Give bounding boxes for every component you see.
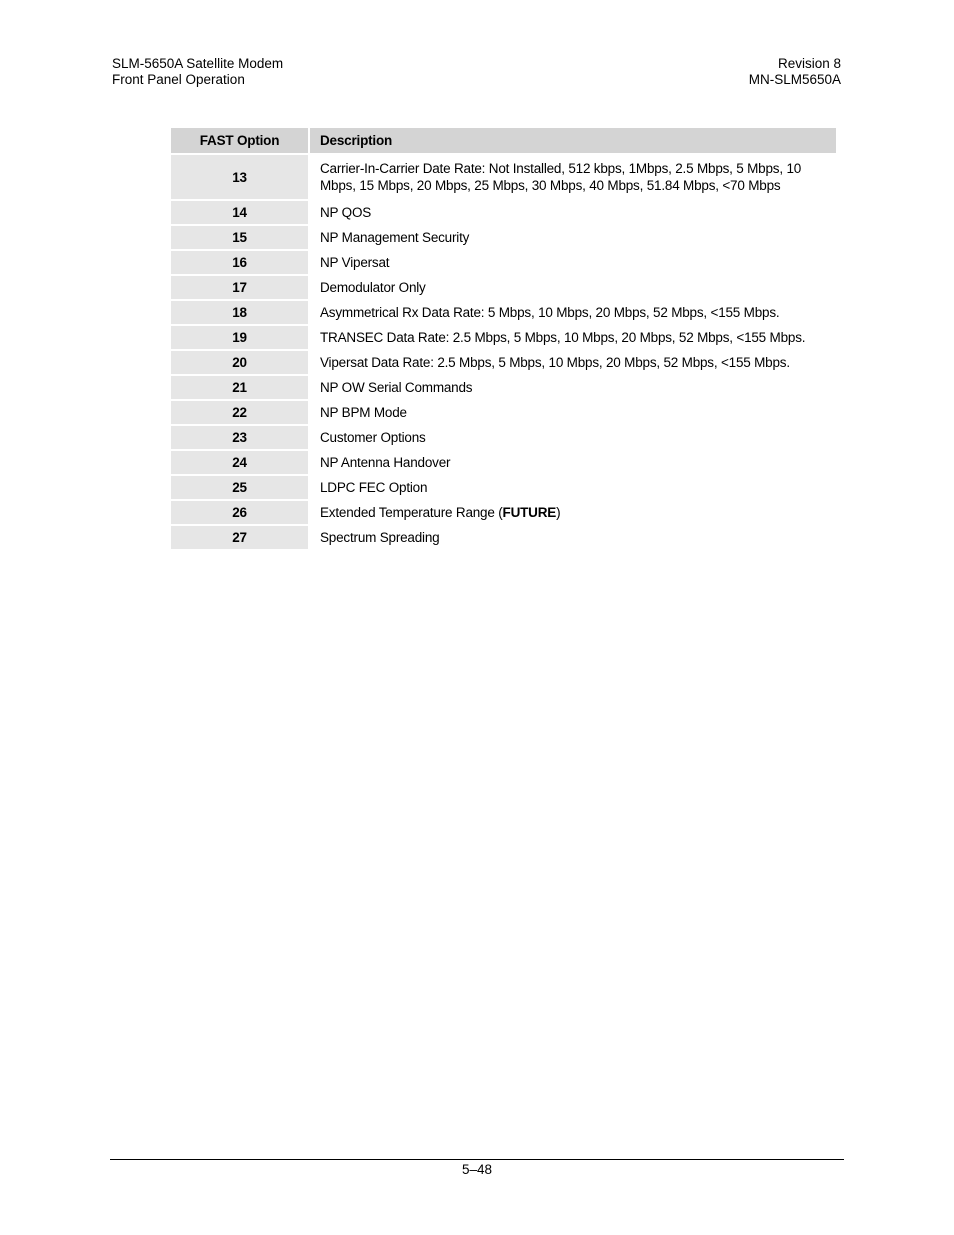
fast-option-number: 27 bbox=[171, 526, 308, 549]
fast-option-description: NP OW Serial Commands bbox=[310, 376, 836, 399]
fast-option-description: NP BPM Mode bbox=[310, 401, 836, 424]
table-row bbox=[171, 351, 836, 374]
table-row bbox=[171, 401, 836, 424]
column-header-fast-option: FAST Option bbox=[171, 128, 308, 153]
fast-option-number: 26 bbox=[171, 501, 308, 524]
table-row bbox=[171, 451, 836, 474]
fast-option-description: Demodulator Only bbox=[310, 276, 836, 299]
fast-option-number: 21 bbox=[171, 376, 308, 399]
table-row bbox=[171, 426, 836, 449]
table-row bbox=[171, 476, 836, 499]
description-text: Extended Temperature Range ( bbox=[320, 505, 503, 520]
footer-divider bbox=[110, 1159, 844, 1160]
fast-option-number: 24 bbox=[171, 451, 308, 474]
fast-option-description: TRANSEC Data Rate: 2.5 Mbps, 5 Mbps, 10 Mbps, 20 Mbps, 52 Mbps, <155 Mbps. bbox=[310, 326, 836, 349]
fast-option-description: Customer Options bbox=[310, 426, 836, 449]
header-manual-number: MN-SLM5650A bbox=[748, 72, 841, 87]
fast-option-description: NP Antenna Handover bbox=[310, 451, 836, 474]
header-chapter-title: Front Panel Operation bbox=[112, 72, 245, 87]
table-body bbox=[171, 155, 836, 549]
fast-option-number: 13 bbox=[171, 155, 308, 199]
description-suffix: ) bbox=[556, 505, 561, 520]
column-header-description: Description bbox=[310, 128, 836, 153]
fast-option-description: NP Vipersat bbox=[310, 251, 836, 274]
header-revision: Revision 8 bbox=[777, 56, 841, 71]
fast-option-description: Vipersat Data Rate: 2.5 Mbps, 5 Mbps, 10 Mbps, 20 Mbps, 52 Mbps, <155 Mbps. bbox=[310, 351, 836, 374]
fast-option-description: NP QOS bbox=[310, 201, 836, 224]
fast-option-description: Asymmetrical Rx Data Rate: 5 Mbps, 10 Mbps, 20 Mbps, 52 Mbps, <155 Mbps. bbox=[310, 301, 836, 324]
table-row bbox=[171, 226, 836, 249]
table-row bbox=[171, 276, 836, 299]
fast-option-description bbox=[310, 501, 836, 524]
page-header-right bbox=[749, 56, 841, 88]
fast-option-number: 18 bbox=[171, 301, 308, 324]
fast-option-number: 25 bbox=[171, 476, 308, 499]
header-document-title: SLM-5650A Satellite Modem bbox=[112, 56, 284, 71]
fast-option-number: 22 bbox=[171, 401, 308, 424]
table-row bbox=[171, 526, 836, 549]
fast-option-number: 19 bbox=[171, 326, 308, 349]
table-header-row bbox=[171, 128, 836, 153]
fast-option-description: Spectrum Spreading bbox=[310, 526, 836, 549]
fast-option-number: 16 bbox=[171, 251, 308, 274]
table-row bbox=[171, 155, 836, 199]
fast-options-table bbox=[169, 126, 838, 551]
fast-option-description: Carrier-In-Carrier Date Rate: Not Installed, 512 kbps, 1Mbps, 2.5 Mbps, 5 Mbps, 10 Mbps, 15 Mbps, 20 Mbps, 25 Mbps, 30 Mbps, 40 Mbps, 51.84 Mbps, <70 Mbps bbox=[310, 155, 836, 199]
fast-option-description: LDPC FEC Option bbox=[310, 476, 836, 499]
fast-option-number: 23 bbox=[171, 426, 308, 449]
page-number: 5–48 bbox=[461, 1162, 493, 1177]
fast-option-number: 14 bbox=[171, 201, 308, 224]
fast-option-number: 17 bbox=[171, 276, 308, 299]
fast-option-description: NP Management Security bbox=[310, 226, 836, 249]
table-row bbox=[171, 201, 836, 224]
future-label: FUTURE bbox=[502, 505, 557, 520]
table-row bbox=[171, 501, 836, 524]
table-row bbox=[171, 301, 836, 324]
fast-option-number: 15 bbox=[171, 226, 308, 249]
fast-option-number: 20 bbox=[171, 351, 308, 374]
page-header-left bbox=[112, 56, 283, 88]
table-row bbox=[171, 376, 836, 399]
table-row bbox=[171, 251, 836, 274]
table-row bbox=[171, 326, 836, 349]
